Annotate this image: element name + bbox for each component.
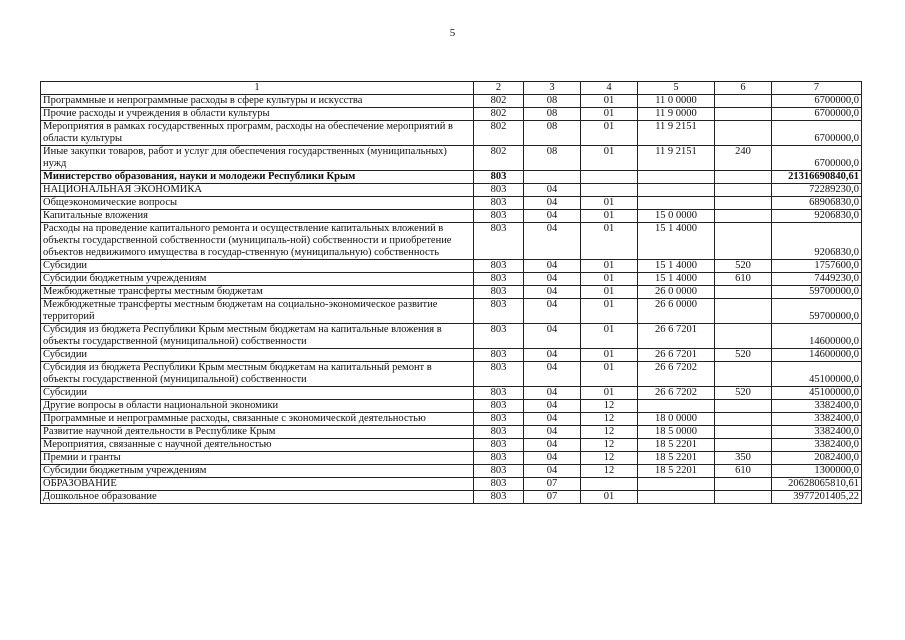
section-code: 04 <box>524 223 581 260</box>
ved-code: 803 <box>474 413 524 426</box>
section-code: 04 <box>524 387 581 400</box>
row-name: Субсидия из бюджета Республики Крым местным бюджетам на капитальный ремонт в объекты государственной (муниципальной) собственности <box>41 362 474 387</box>
section-code: 07 <box>524 478 581 491</box>
subsection-code: 01 <box>581 108 638 121</box>
table-row <box>41 491 862 504</box>
amount: 59700000,0 <box>772 299 862 324</box>
amount: 1757600,0 <box>772 260 862 273</box>
expense-type-code <box>715 171 772 184</box>
row-name: Дошкольное образование <box>41 491 474 504</box>
target-article-code <box>638 184 715 197</box>
subsection-code: 01 <box>581 210 638 223</box>
expense-type-code <box>715 478 772 491</box>
amount: 6700000,0 <box>772 146 862 171</box>
target-article-code: 15 1 4000 <box>638 273 715 286</box>
expense-type-code: 350 <box>715 452 772 465</box>
subsection-code: 01 <box>581 491 638 504</box>
expense-type-code <box>715 426 772 439</box>
subsection-code <box>581 184 638 197</box>
expense-type-code <box>715 324 772 349</box>
ved-code: 803 <box>474 299 524 324</box>
table-row <box>41 478 862 491</box>
column-header: 5 <box>638 82 715 95</box>
section-code: 04 <box>524 413 581 426</box>
section-code <box>524 171 581 184</box>
expense-type-code <box>715 121 772 146</box>
expense-type-code <box>715 299 772 324</box>
subsection-code: 01 <box>581 146 638 171</box>
subsection-code: 01 <box>581 223 638 260</box>
column-header: 6 <box>715 82 772 95</box>
table-row <box>41 260 862 273</box>
row-name: Иные закупки товаров, работ и услуг для обеспечения государственных (муниципальных) нужд <box>41 146 474 171</box>
section-code: 04 <box>524 439 581 452</box>
target-article-code <box>638 197 715 210</box>
table-row <box>41 210 862 223</box>
table-row <box>41 286 862 299</box>
ved-code: 803 <box>474 286 524 299</box>
amount: 14600000,0 <box>772 349 862 362</box>
subsection-code: 01 <box>581 260 638 273</box>
ved-code: 803 <box>474 426 524 439</box>
section-code: 04 <box>524 426 581 439</box>
amount: 6700000,0 <box>772 121 862 146</box>
row-name: Расходы на проведение капитального ремонта и осуществление капитальных вложений в объекты государственной собственности (муниципаль-ной) собственности и приобретение объектов недвижимого имущества в государ-ственную (муниципальную) собственность <box>41 223 474 260</box>
row-name: Субсидии бюджетным учреждениям <box>41 273 474 286</box>
budget-table <box>40 81 862 504</box>
ved-code: 803 <box>474 439 524 452</box>
ved-code: 803 <box>474 184 524 197</box>
subsection-code: 01 <box>581 95 638 108</box>
target-article-code: 26 6 7202 <box>638 387 715 400</box>
table-row <box>41 452 862 465</box>
expense-type-code <box>715 184 772 197</box>
amount: 59700000,0 <box>772 286 862 299</box>
section-code: 04 <box>524 197 581 210</box>
ved-code: 803 <box>474 273 524 286</box>
subsection-code: 01 <box>581 197 638 210</box>
target-article-code: 11 9 2151 <box>638 121 715 146</box>
expense-type-code <box>715 108 772 121</box>
target-article-code <box>638 478 715 491</box>
section-code: 08 <box>524 95 581 108</box>
expense-type-code: 520 <box>715 349 772 362</box>
table-row <box>41 121 862 146</box>
target-article-code: 18 5 2201 <box>638 452 715 465</box>
ved-code: 802 <box>474 108 524 121</box>
expense-type-code <box>715 400 772 413</box>
ved-code: 803 <box>474 362 524 387</box>
subsection-code: 01 <box>581 387 638 400</box>
target-article-code <box>638 171 715 184</box>
table-row <box>41 299 862 324</box>
target-article-code: 18 0 0000 <box>638 413 715 426</box>
ved-code: 803 <box>474 452 524 465</box>
table-row <box>41 413 862 426</box>
section-code: 04 <box>524 286 581 299</box>
column-number-row <box>41 82 862 95</box>
row-name: Мероприятия в рамках государственных программ, расходы на обеспечение мероприятий в области культуры <box>41 121 474 146</box>
row-name: ОБРАЗОВАНИЕ <box>41 478 474 491</box>
row-name: Межбюджетные трансферты местным бюджетам на социально-экономическое развитие территорий <box>41 299 474 324</box>
table-row <box>41 439 862 452</box>
target-article-code: 15 0 0000 <box>638 210 715 223</box>
ved-code: 803 <box>474 387 524 400</box>
subsection-code: 01 <box>581 273 638 286</box>
ved-code: 803 <box>474 349 524 362</box>
subsection-code: 01 <box>581 349 638 362</box>
section-code: 04 <box>524 349 581 362</box>
amount: 3382400,0 <box>772 413 862 426</box>
row-name: Премии и гранты <box>41 452 474 465</box>
table-row <box>41 426 862 439</box>
ved-code: 802 <box>474 95 524 108</box>
subsection-code <box>581 171 638 184</box>
subsection-code: 01 <box>581 324 638 349</box>
subsection-code: 12 <box>581 439 638 452</box>
amount: 20628065810,61 <box>772 478 862 491</box>
ved-code: 803 <box>474 400 524 413</box>
target-article-code: 26 6 7201 <box>638 349 715 362</box>
expense-type-code <box>715 286 772 299</box>
amount: 21316690840,61 <box>772 171 862 184</box>
subsection-code: 12 <box>581 413 638 426</box>
table-row <box>41 349 862 362</box>
amount: 2082400,0 <box>772 452 862 465</box>
target-article-code: 18 5 0000 <box>638 426 715 439</box>
row-name: Капитальные вложения <box>41 210 474 223</box>
column-header: 7 <box>772 82 862 95</box>
amount: 9206830,0 <box>772 223 862 260</box>
section-code: 04 <box>524 184 581 197</box>
amount: 45100000,0 <box>772 387 862 400</box>
amount: 7449230,0 <box>772 273 862 286</box>
subsection-code <box>581 478 638 491</box>
amount: 6700000,0 <box>772 108 862 121</box>
subsection-code: 01 <box>581 286 638 299</box>
expense-type-code <box>715 95 772 108</box>
row-name: Субсидии <box>41 387 474 400</box>
amount: 45100000,0 <box>772 362 862 387</box>
section-code: 04 <box>524 273 581 286</box>
row-name: Общеэкономические вопросы <box>41 197 474 210</box>
ved-code: 803 <box>474 171 524 184</box>
ved-code: 803 <box>474 197 524 210</box>
target-article-code: 15 1 4000 <box>638 223 715 260</box>
ved-code: 803 <box>474 478 524 491</box>
target-article-code: 11 9 0000 <box>638 108 715 121</box>
amount: 14600000,0 <box>772 324 862 349</box>
table-row <box>41 108 862 121</box>
target-article-code: 18 5 2201 <box>638 465 715 478</box>
section-code: 08 <box>524 146 581 171</box>
target-article-code: 11 9 2151 <box>638 146 715 171</box>
row-name: Прочие расходы и учреждения в области культуры <box>41 108 474 121</box>
subsection-code: 01 <box>581 299 638 324</box>
expense-type-code: 520 <box>715 260 772 273</box>
column-header: 3 <box>524 82 581 95</box>
target-article-code: 18 5 2201 <box>638 439 715 452</box>
ved-code: 803 <box>474 210 524 223</box>
subsection-code: 12 <box>581 465 638 478</box>
ved-code: 803 <box>474 223 524 260</box>
table-row <box>41 146 862 171</box>
row-name: Другие вопросы в области национальной экономики <box>41 400 474 413</box>
row-name: Субсидия из бюджета Республики Крым местным бюджетам на капитальные вложения в объекты государственной (муниципальной) собственности <box>41 324 474 349</box>
expense-type-code <box>715 210 772 223</box>
ved-code: 802 <box>474 146 524 171</box>
target-article-code: 26 6 0000 <box>638 299 715 324</box>
expense-type-code <box>715 413 772 426</box>
expense-type-code <box>715 223 772 260</box>
row-name: Программные и непрограммные расходы, связанные с экономической деятельностью <box>41 413 474 426</box>
table-row <box>41 362 862 387</box>
expense-type-code: 240 <box>715 146 772 171</box>
row-name: Межбюджетные трансферты местным бюджетам <box>41 286 474 299</box>
amount: 3382400,0 <box>772 439 862 452</box>
table-row <box>41 171 862 184</box>
section-code: 04 <box>524 210 581 223</box>
table-row <box>41 324 862 349</box>
table-row <box>41 387 862 400</box>
expense-type-code: 520 <box>715 387 772 400</box>
table-row <box>41 184 862 197</box>
row-name: Программные и непрограммные расходы в сфере культуры и искусства <box>41 95 474 108</box>
page-number: 5 <box>449 27 456 39</box>
expense-type-code <box>715 439 772 452</box>
section-code: 08 <box>524 108 581 121</box>
section-code: 04 <box>524 362 581 387</box>
row-name: Субсидии <box>41 349 474 362</box>
table-row <box>41 465 862 478</box>
amount: 6700000,0 <box>772 95 862 108</box>
row-name: Субсидии бюджетным учреждениям <box>41 465 474 478</box>
column-header: 1 <box>41 82 474 95</box>
subsection-code: 12 <box>581 452 638 465</box>
target-article-code: 26 0 0000 <box>638 286 715 299</box>
amount: 1300000,0 <box>772 465 862 478</box>
column-header: 2 <box>474 82 524 95</box>
target-article-code: 11 0 0000 <box>638 95 715 108</box>
section-code: 04 <box>524 299 581 324</box>
row-name: Развитие научной деятельности в Республике Крым <box>41 426 474 439</box>
target-article-code <box>638 491 715 504</box>
ved-code: 803 <box>474 260 524 273</box>
subsection-code: 01 <box>581 121 638 146</box>
expense-type-code <box>715 197 772 210</box>
target-article-code: 15 1 4000 <box>638 260 715 273</box>
expense-type-code: 610 <box>715 273 772 286</box>
section-code: 04 <box>524 400 581 413</box>
row-name: Министерство образования, науки и молодежи Республики Крым <box>41 171 474 184</box>
target-article-code <box>638 400 715 413</box>
table-row <box>41 95 862 108</box>
amount: 68906830,0 <box>772 197 862 210</box>
amount: 3977201405,22 <box>772 491 862 504</box>
ved-code: 802 <box>474 121 524 146</box>
ved-code: 803 <box>474 324 524 349</box>
ved-code: 803 <box>474 491 524 504</box>
amount: 72289230,0 <box>772 184 862 197</box>
amount: 3382400,0 <box>772 426 862 439</box>
section-code: 04 <box>524 260 581 273</box>
section-code: 04 <box>524 324 581 349</box>
subsection-code: 12 <box>581 400 638 413</box>
column-header: 4 <box>581 82 638 95</box>
amount: 3382400,0 <box>772 400 862 413</box>
table-row <box>41 197 862 210</box>
subsection-code: 01 <box>581 362 638 387</box>
row-name: Мероприятия, связанные с научной деятельностью <box>41 439 474 452</box>
table-row <box>41 273 862 286</box>
expense-type-code <box>715 362 772 387</box>
table-row <box>41 223 862 260</box>
ved-code: 803 <box>474 465 524 478</box>
amount: 9206830,0 <box>772 210 862 223</box>
section-code: 04 <box>524 452 581 465</box>
row-name: Субсидии <box>41 260 474 273</box>
section-code: 08 <box>524 121 581 146</box>
table-row <box>41 400 862 413</box>
subsection-code: 12 <box>581 426 638 439</box>
row-name: НАЦИОНАЛЬНАЯ ЭКОНОМИКА <box>41 184 474 197</box>
target-article-code: 26 6 7201 <box>638 324 715 349</box>
section-code: 04 <box>524 465 581 478</box>
target-article-code: 26 6 7202 <box>638 362 715 387</box>
expense-type-code: 610 <box>715 465 772 478</box>
section-code: 07 <box>524 491 581 504</box>
expense-type-code <box>715 491 772 504</box>
